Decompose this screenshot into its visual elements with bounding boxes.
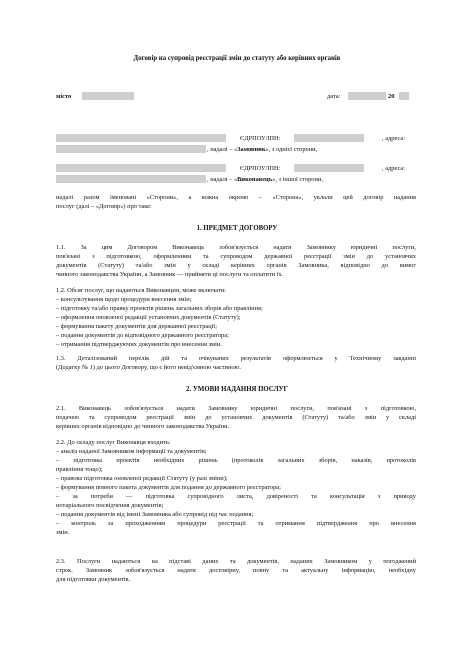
clause-2-2 xyxy=(56,438,416,537)
party2-code-field[interactable] xyxy=(294,164,364,172)
party2-code-label: ЄДРПОУ/ІПН: xyxy=(240,165,281,172)
text-line: 2.3. Послуги надаються на підставі даних та документів, наданих Замовником у погоджений xyxy=(56,558,416,565)
intro-paragraph xyxy=(56,193,416,211)
text-line: пов'язані з підготовкою, оформленням та супроводом державної реєстрації змін до установчих xyxy=(56,253,416,260)
list-item: – підготовка проектів необхідних рішень (протоколів загальних зборів, наказів, протоколів xyxy=(56,457,416,464)
text-line: надалі разом іменовані «Сторони», а кожна окремо – «Сторона», уклали цей договір надання xyxy=(56,194,416,201)
party2-address-field[interactable] xyxy=(56,175,206,183)
date-year-prefix: 20 xyxy=(388,93,395,100)
clause-1-1 xyxy=(56,243,416,279)
list-item: – правова підготовка оновленої редакції Статуту (у разі зміни); xyxy=(56,475,228,482)
list-item: – оформлення оновленої редакції установчих документів (Статуту); xyxy=(56,314,241,321)
party2-address-label: , адреса: xyxy=(382,165,406,172)
clause-2-3 xyxy=(56,557,416,584)
list-item: – формування повного пакета документів для подання до державного реєстратора; xyxy=(56,484,281,491)
date-field[interactable] xyxy=(348,92,386,100)
text-line: чинного законодавства України, а Замовник — прийняти ці послуги та оплатити їх. xyxy=(56,271,284,278)
section1-title: 1. ПРЕДМЕТ ДОГОВОРУ xyxy=(196,225,278,232)
clause-2-1 xyxy=(56,404,416,431)
date-year-field[interactable] xyxy=(399,92,409,100)
clause-1-3 xyxy=(56,354,416,372)
text-line: строк. Замовник зобов'язується надати достовірну, повну та актуальну інформацію, необхідну xyxy=(56,567,416,574)
party1-code-label: ЄДРПОУ/ІПН: xyxy=(240,135,281,142)
text-line: 1.3. Деталізований перелік дій та очікуваних результатів оформлюється у Технічному завданні xyxy=(56,355,416,362)
clause-1-2 xyxy=(56,286,416,349)
list-item: – отримання підтверджуючих документів про внесення змін. xyxy=(56,341,222,348)
list-item: змін. xyxy=(56,529,70,536)
section2-title: 2. УМОВИ НАДАННЯ ПОСЛУГ xyxy=(186,386,288,393)
text-line: 2.2. До складу послуг Виконавця входить: xyxy=(56,439,171,446)
party1-address-label: , адреса: xyxy=(382,135,406,142)
text-line: для підготовки документів. xyxy=(56,576,131,583)
party2-name-field[interactable] xyxy=(56,164,226,172)
list-item: нотаріального посвідчення документів; xyxy=(56,502,164,509)
city-label: місто xyxy=(56,93,72,100)
text-line: послуг (далі – «Договір») про таке: xyxy=(56,203,152,210)
list-item: – консультування щодо процедури внесення змін; xyxy=(56,296,192,303)
text-line: (Додатку № 1) до цього Договору, що є його невід'ємною частиною. xyxy=(56,364,241,371)
list-item: – підготовку та/або правку проектів рішень загальних зборів або правління; xyxy=(56,305,263,312)
party1-address-field[interactable] xyxy=(56,145,206,153)
list-item: правління тощо); xyxy=(56,466,103,473)
text-line: керівних органів відповідно до чинного законодавства України. xyxy=(56,423,230,430)
city-field[interactable] xyxy=(82,92,134,100)
party1-code-field[interactable] xyxy=(294,134,364,142)
list-item: – за потреби — підготовка супровідного листа, довіреності та консультація з приводу xyxy=(56,493,416,500)
list-item: – формування пакету документів для державної реєстрації; xyxy=(56,323,217,330)
date-label: дата: xyxy=(327,93,341,100)
list-item: – подання документів до відповідного державного реєстратора; xyxy=(56,332,229,339)
party1-suffix: , надалі – «Замовник», з однієї сторони, xyxy=(207,146,318,153)
party2-suffix: , надалі – «Виконавець», з іншої сторони, xyxy=(207,176,323,183)
list-item: – контроль за проходженням процедури реєстрації та отримання підтвердження про внесення xyxy=(56,520,416,527)
text-line: 1.2. Обсяг послуг, що надаються Виконавцем, може включати: xyxy=(56,287,226,294)
document-title: Договір на супровід реєстрації змін до статуту або керівних органів xyxy=(133,55,341,62)
list-item: – аналіз наданої Замовником інформації та документів; xyxy=(56,448,207,455)
text-line: 2.1. Виконавець зобов'язується надати Замовнику юридичні послуги, пов'язані з підготовкою, xyxy=(56,405,416,412)
text-line: 1.1. За цим Договором Виконавець зобов'язується надати Замовнику юридичні послуги, xyxy=(56,244,416,251)
text-line: подачею та супроводом реєстрації змін до установчих документів (Статуту) та/або змін у складі xyxy=(56,414,416,421)
text-line: документів (Статуту) та/або змін у складі керівних органів Замовника, відповідно до вимог xyxy=(56,262,416,269)
list-item: – подання документів від імені Замовника або супровід під час подання; xyxy=(56,511,254,518)
party1-name-field[interactable] xyxy=(56,134,226,142)
